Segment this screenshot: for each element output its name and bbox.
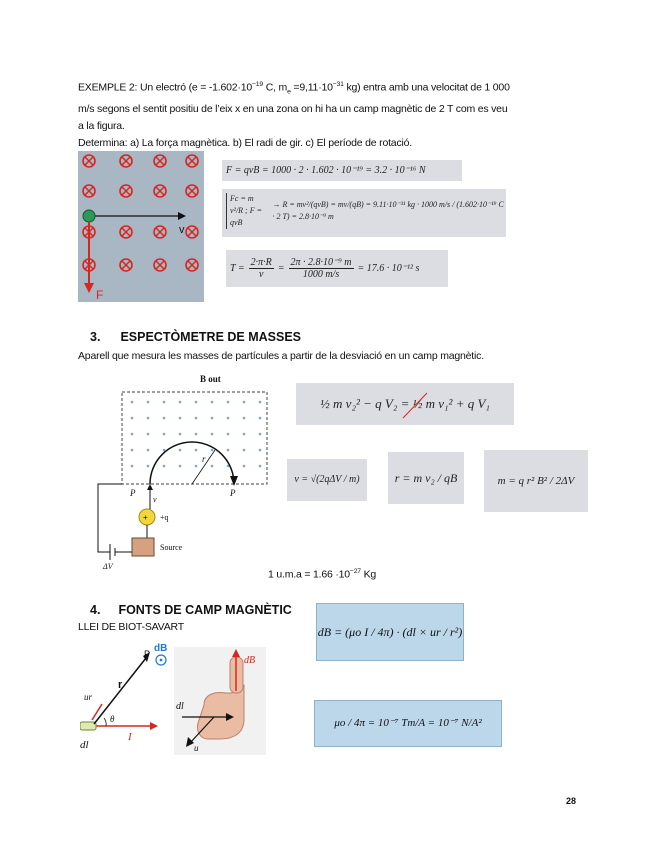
- field-out-dot: [147, 433, 150, 436]
- field-out-dot: [243, 449, 246, 452]
- velocity-label: v: [179, 224, 185, 236]
- equation-force: F = qvB = 1000 · 2 · 1.602 · 10⁻¹⁹ = 3.2 · 10⁻¹⁶ N: [222, 160, 462, 181]
- radius-derivation: → R = mv²/(qvB) = mv/(qB) = 9.11·10⁻³¹ kg · 1000 m/s / (1.602·10⁻¹⁹ C · 2 T) = 2.8·10⁻⁹ m: [272, 200, 504, 221]
- ur-label: ur: [84, 692, 93, 702]
- magnetic-field-figure: [78, 151, 204, 302]
- dv-label: ΔV: [103, 562, 113, 571]
- field-out-dot: [179, 449, 182, 452]
- field-out-dot: [211, 465, 214, 468]
- example-line-1: EXEMPLE 2: Un electró ($e = -1.602\cdot 10^{-19}$ C, $m_e =9,11\cdot 10^{-31}$ kg) entra amb una velocitat de 1 000: [78, 81, 510, 96]
- field-out-dot: [227, 417, 230, 420]
- field-out-dot: [163, 433, 166, 436]
- field-out-dot: [211, 417, 214, 420]
- equation-energy: ½ m v₂² − q V₂ = ½ m v₁² + q V₁: [296, 383, 514, 425]
- source-label: Source: [160, 543, 183, 552]
- svg-text:u: u: [194, 743, 199, 753]
- field-out-dot: [195, 465, 198, 468]
- example-line-3: a la figura.: [78, 119, 125, 132]
- field-out-dot: [259, 401, 262, 404]
- field-out-dot: [243, 401, 246, 404]
- example-line-2: m/s segons el sentit positiu de l’eix x en una zona on hi ha un camp magnètic de 2 T com es veu: [78, 102, 508, 115]
- field-out-dot: [131, 401, 134, 404]
- field-out-dot: [195, 401, 198, 404]
- field-out-dot: [179, 401, 182, 404]
- example-line-4: Determina: a) La força magnètica. b) El radi de gir. c) El període de rotació.: [78, 136, 412, 149]
- field-out-dot: [147, 401, 150, 404]
- field-out-dot: [211, 433, 214, 436]
- field-out-dot: [163, 465, 166, 468]
- p1-label: P: [130, 488, 136, 498]
- field-out-dot: [163, 401, 166, 404]
- spectrometer-svg: [90, 372, 280, 572]
- page-number: 28: [566, 796, 577, 806]
- field-out-dot: [147, 465, 150, 468]
- dl-label: dl: [80, 739, 89, 748]
- field-out-dot: [195, 449, 198, 452]
- q-label: +q: [160, 513, 169, 522]
- field-diagram-svg: [78, 151, 204, 302]
- b-out-label: B out: [200, 374, 221, 384]
- equation-r: r = m v₂ / qB: [388, 452, 464, 504]
- biot-savart-subtitle: LLEI DE BIOT-SAVART: [78, 621, 184, 633]
- equation-biot-savart: dB = (μo I / 4π) · (dl × ur / r²): [316, 603, 464, 661]
- equation-radius: [222, 189, 506, 237]
- r-label: r: [118, 679, 123, 691]
- db-label: dB: [154, 643, 168, 654]
- biot-savart-svg: [80, 638, 170, 748]
- field-out-dot: [259, 465, 262, 468]
- svg-text:+: +: [143, 513, 148, 522]
- field-out-dot: [227, 401, 230, 404]
- field-out-dot: [163, 417, 166, 420]
- right-hand-rule-image: [174, 647, 266, 755]
- biot-savart-diagram: [80, 638, 170, 748]
- equation-constant: μo / 4π = 10⁻⁷ Tm/A = 10⁻⁷ N/A²: [314, 700, 502, 747]
- radius-system: Fc = m v²/R ; F = qvB: [226, 193, 266, 229]
- force-label: F: [96, 288, 104, 302]
- equation-mass: m = q r² B² / 2ΔV: [484, 450, 588, 512]
- radius-label: r: [202, 454, 206, 464]
- field-out-dot: [179, 465, 182, 468]
- field-out-dot: [211, 449, 214, 452]
- section-3-heading: 3. ESPECTÒMETRE DE MASSES: [90, 330, 302, 344]
- field-out-dot: [243, 465, 246, 468]
- field-out-dot: [259, 433, 262, 436]
- field-out-dot: [147, 449, 150, 452]
- hand-svg: [174, 647, 266, 755]
- p-label: P: [144, 649, 151, 659]
- svg-text:dl: dl: [176, 701, 184, 712]
- field-out-dot: [147, 417, 150, 420]
- field-out-dot: [243, 433, 246, 436]
- field-out-dot: [243, 417, 246, 420]
- field-out-dot: [179, 417, 182, 420]
- section-3-description: Aparell que mesura les masses de partícules a partir de la desviació en un camp magnètic.: [78, 350, 484, 362]
- uma-conversion: 1 $u.m.a = 1.66 \cdot 10^{-27}$ Kg: [268, 568, 377, 581]
- field-out-dot: [259, 449, 262, 452]
- field-out-dot: [211, 401, 214, 404]
- field-out-dot: [131, 449, 134, 452]
- field-out-dot: [131, 417, 134, 420]
- field-out-dot: [227, 433, 230, 436]
- equation-period: T = $\frac{2\cdot\pi\cdot R}{v}$ = $\frac{\text{2π · 2.8·10⁻⁹ m}}{1000 m/s}$ = 17.6 · 10⁻¹² s: [226, 250, 448, 287]
- mass-spectrometer-figure: [90, 372, 280, 572]
- field-out-dot: [179, 433, 182, 436]
- field-out-dot: [131, 465, 134, 468]
- v-label: v: [153, 495, 157, 504]
- p2-label: P: [230, 488, 236, 498]
- field-out-dot: [259, 417, 262, 420]
- field-out-dot: [195, 433, 198, 436]
- svg-text:dB: dB: [244, 655, 256, 666]
- theta-label: θ: [110, 714, 115, 724]
- field-out-dot: [227, 449, 230, 452]
- field-out-dot: [131, 433, 134, 436]
- section-4-heading: 4. FONTS DE CAMP MAGNÈTIC: [90, 603, 292, 617]
- current-label: I: [128, 731, 132, 743]
- equation-velocity: v = √(2qΔV / m): [287, 459, 367, 501]
- example-paragraph: [78, 76, 598, 152]
- field-out-dot: [195, 417, 198, 420]
